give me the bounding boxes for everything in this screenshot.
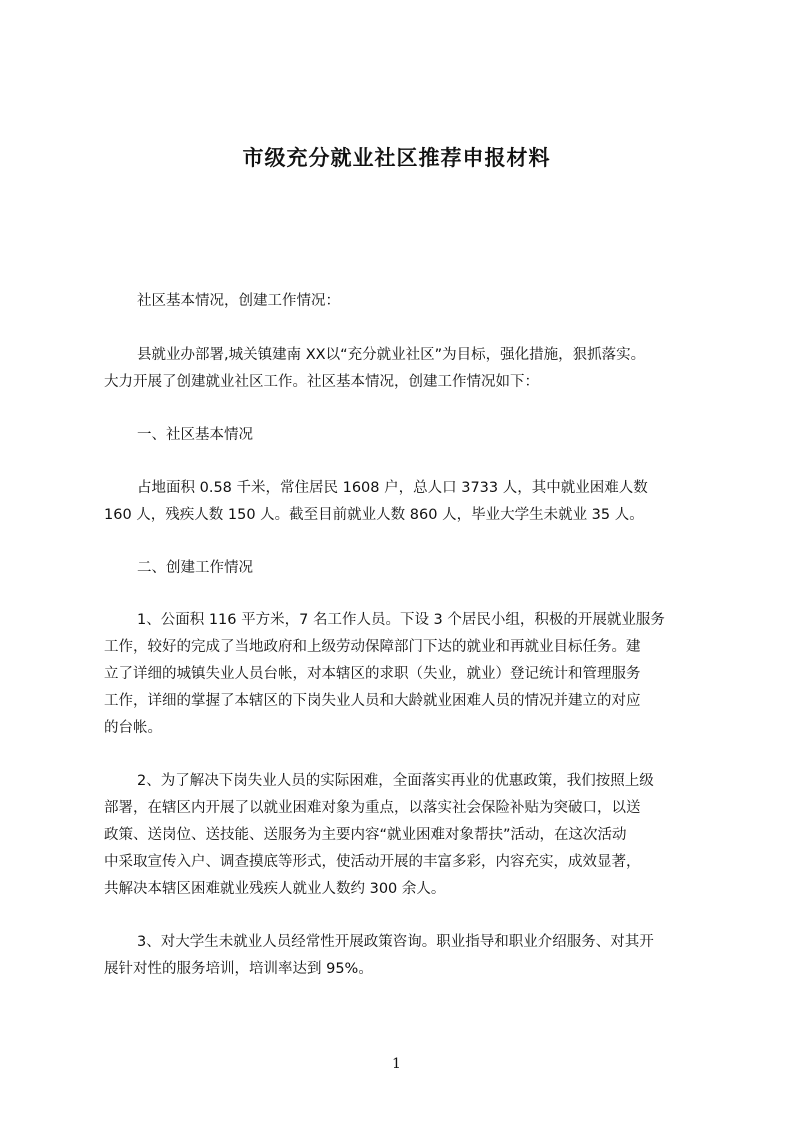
item2-line-4: 中采取宣传入户、调查摸底等形式，使活动开展的丰富多彩，内容充实，成效显著，: [104, 854, 641, 870]
item1-line-3: 立了详细的城镇失业人员台帐，对本辖区的求职（失业，就业）登记统计和管理服务: [104, 666, 641, 682]
item1-line-5: 的台帐。: [104, 720, 162, 736]
item2-line-2: 部署，在辖区内开展了以就业困难对象为重点，以落实社会保险补贴为突破口，以送: [104, 800, 641, 816]
item1-line-2: 工作，较好的完成了当地政府和上级劳动保障部门下达的就业和再就业目标任务。建: [104, 639, 641, 655]
item2-line-1: 2、为了解决下岗失业人员的实际困难，全面落实再业的优惠政策，我们按照上级: [137, 773, 654, 789]
intro-heading: 社区基本情况，创建工作情况：: [137, 293, 340, 309]
item1-line-1: 1、公面积 116 平方米，7 名工作人员。下设 3 个居民小组，积极的开展就业服务: [137, 612, 665, 628]
document-title: 市级充分就业社区推荐申报材料: [242, 146, 551, 170]
intro-para-line-2: 大力开展了创建就业社区工作。社区基本情况，创建工作情况如下：: [104, 374, 539, 390]
item3-line-1: 3、对大学生未就业人员经常性开展政策咨询。职业指导和职业介绍服务、对其开: [137, 934, 654, 950]
item1-line-4: 工作，详细的掌握了本辖区的下岗失业人员和大龄就业困难人员的情况并建立的对应: [104, 693, 641, 709]
section1-para-line-2: 160 人，残疾人数 150 人。截至目前就业人数 860 人，毕业大学生未就业 35 人。: [104, 507, 644, 523]
page-number: 1: [392, 1056, 401, 1072]
item2-line-3: 政策、送岗位、送技能、送服务为主要内容“就业困难对象帮扶”活动，在这次活动: [104, 827, 627, 843]
section2-heading: 二、创建工作情况: [137, 560, 253, 576]
item3-line-2: 展针对性的服务培训，培训率达到 95%。: [104, 961, 373, 977]
item2-line-5: 共解决本辖区困难就业残疾人就业人数约 300 余人。: [104, 881, 446, 897]
section1-heading: 一、社区基本情况: [137, 427, 253, 443]
section1-para-line-1: 占地面积 0.58 千米，常住居民 1608 户，总人口 3733 人，其中就业困难人数: [137, 480, 648, 496]
intro-para-line-1: 县就业办部署,城关镇建南 XX以“充分就业社区”为目标，强化措施，狠抓落实。: [137, 347, 646, 363]
